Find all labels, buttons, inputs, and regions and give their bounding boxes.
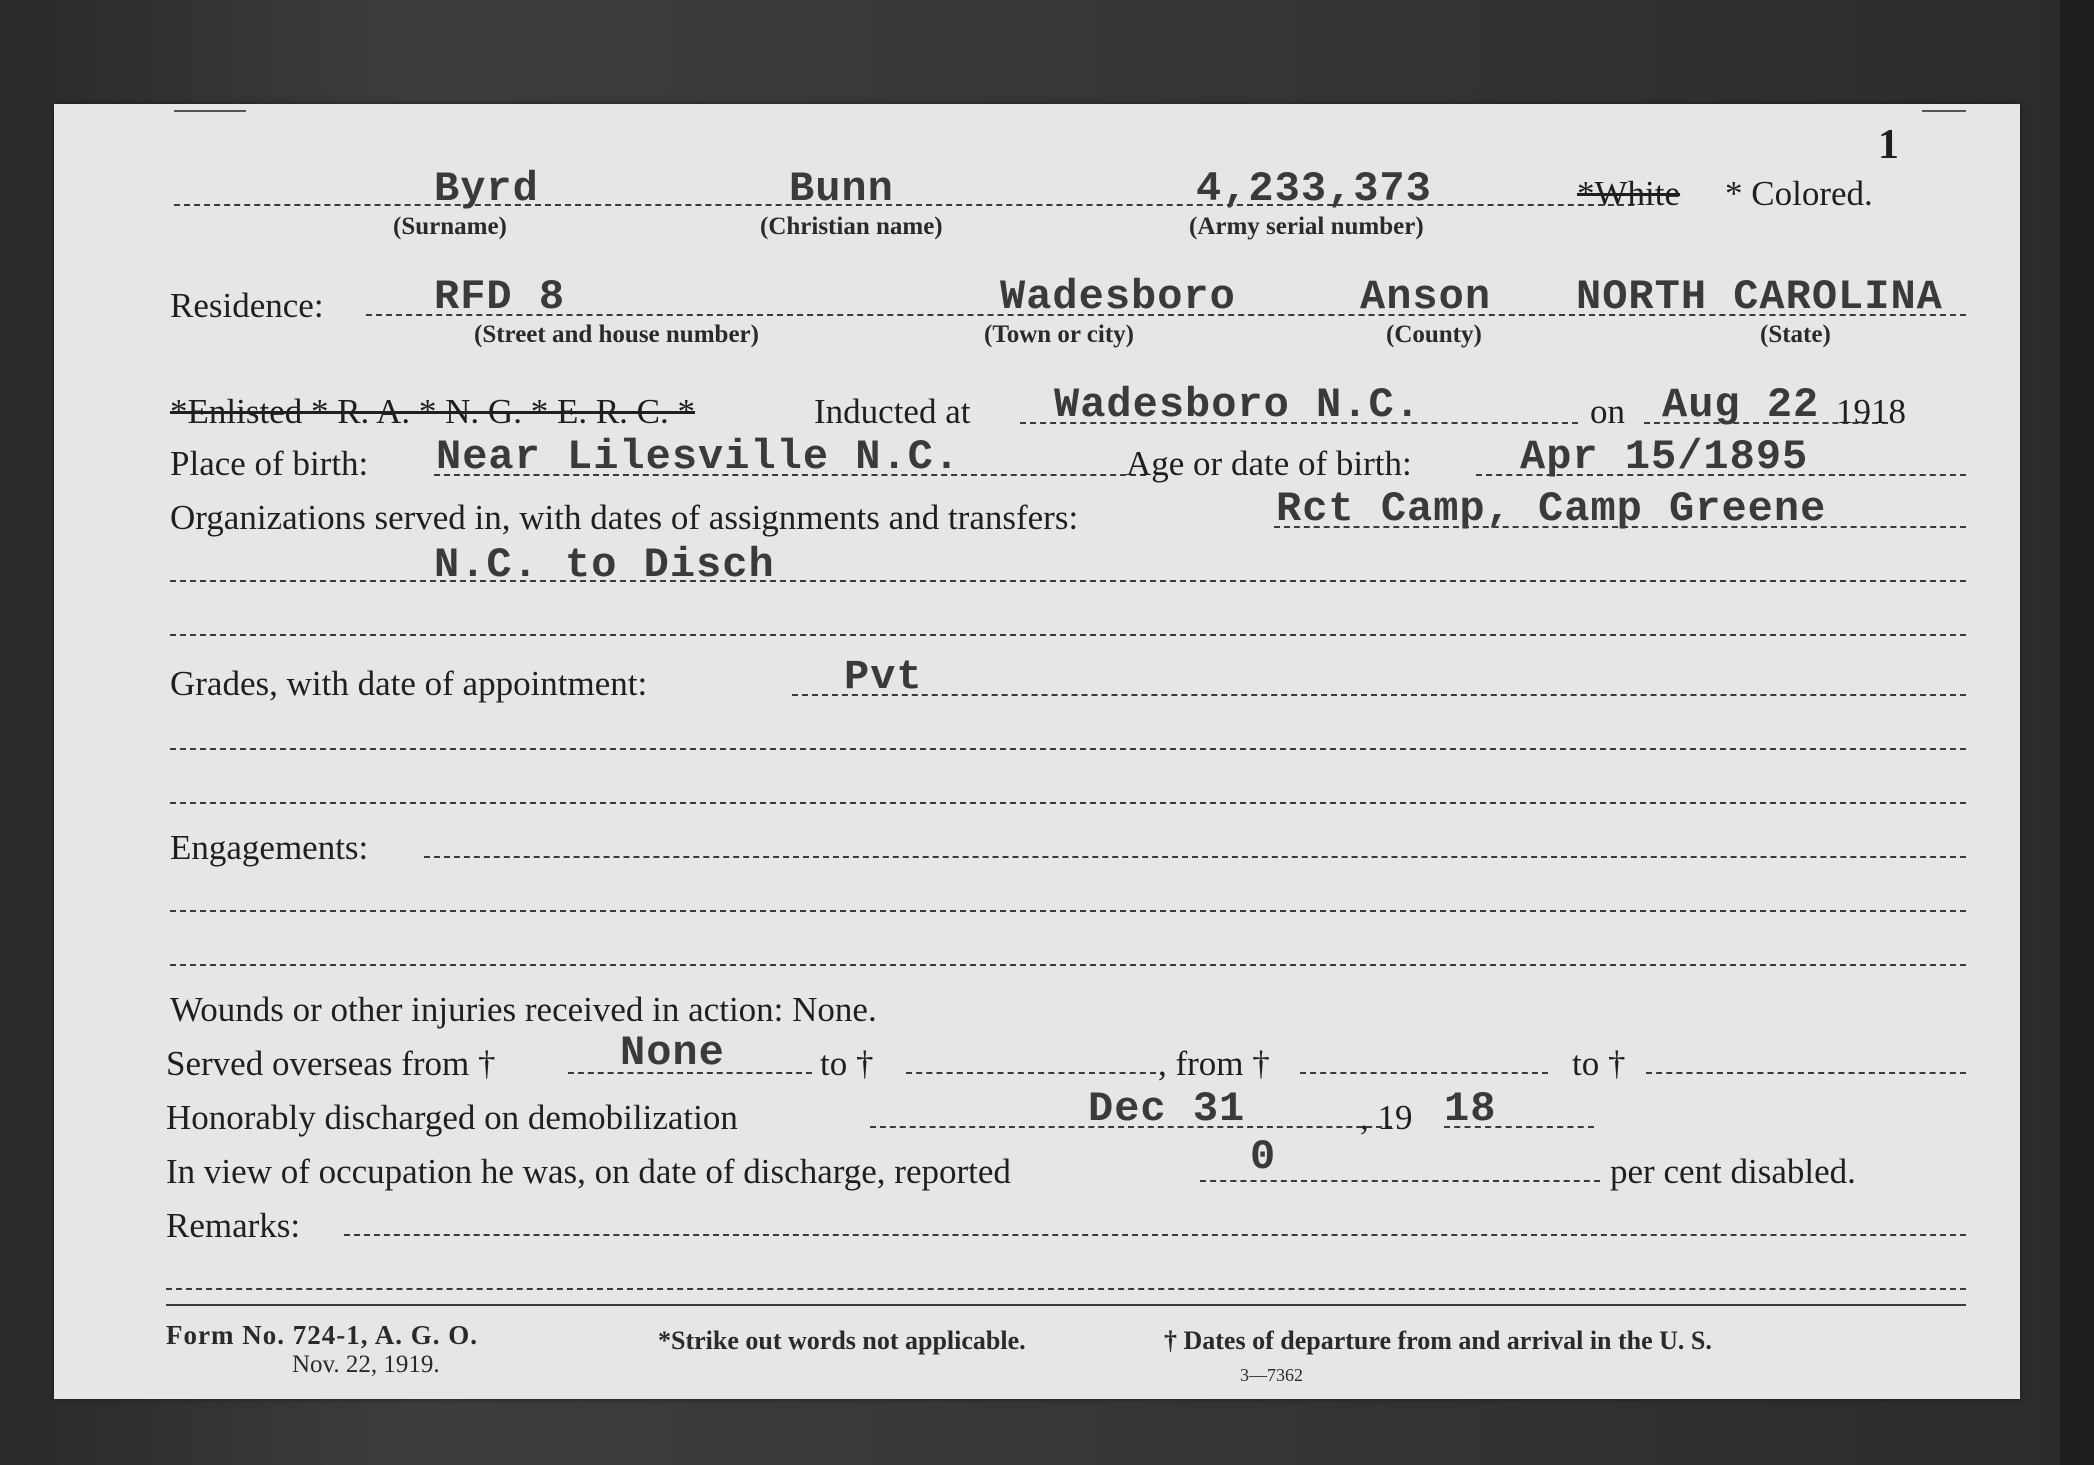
residence-county-caption: (County) [1386,321,1482,348]
enlistment-options-struck: *Enlisted * R. A. * N. G. * E. R. C. * [170,392,696,431]
engagements-label: Engagements: [170,828,369,867]
overseas-from-label: Served overseas from † [166,1044,496,1083]
grades-line-3 [170,802,1966,804]
residence-county: Anson [1360,273,1492,321]
disability-label: In view of occupation he was, on date of discharge, reported [166,1152,1011,1191]
organizations-line-3 [170,634,1966,636]
discharge-year-line [1444,1126,1594,1128]
footer-rule [166,1304,1966,1306]
overseas-from-line-2 [1300,1072,1548,1074]
christian-name-value: Bunn [789,165,894,213]
grades-value: Pvt [844,653,923,701]
card-page-number: 1 [1878,122,1899,168]
inducted-date: Aug 22 [1662,381,1820,429]
grades-label: Grades, with date of appointment: [170,664,648,703]
race-white-struck: *White [1577,174,1681,213]
overseas-to-label-1: to † [820,1044,874,1083]
remarks-line-1 [344,1234,1966,1236]
serial-number-value: 4,233,373 [1196,165,1432,213]
residence-state: NORTH CAROLINA [1576,273,1943,321]
overseas-to-line-1 [906,1072,1156,1074]
overseas-to-line-2 [1646,1072,1966,1074]
birth-date-label: Age or date of birth: [1126,444,1412,483]
grades-line-1 [792,694,1966,696]
residence-street-caption: (Street and house number) [474,321,759,348]
top-rule-left [174,110,246,112]
serial-number-caption: (Army serial number) [1189,213,1424,240]
inducted-on-label: on [1590,392,1625,431]
engagements-line-1 [424,856,1966,858]
overseas-from-label-2: , from † [1158,1044,1270,1083]
organizations-value-2: N.C. to Disch [434,541,775,589]
discharge-year-prefix: , 19 [1360,1098,1413,1137]
birth-date: Apr 15/1895 [1520,433,1809,481]
surname-value: Byrd [434,165,539,213]
residence-street: RFD 8 [434,273,566,321]
birth-place: Near Lilesville N.C. [436,433,961,481]
form-number: Form No. 724-1, A. G. O. [166,1320,478,1350]
background-edge [2060,0,2094,1465]
overseas-to-label-2: to † [1572,1044,1626,1083]
discharge-label: Honorably discharged on demobilization [166,1098,738,1137]
residence-town-caption: (Town or city) [984,321,1134,348]
strike-out-note: *Strike out words not applicable. [658,1326,1026,1355]
engagements-line-3 [170,964,1966,966]
race-colored: * Colored. [1725,174,1873,213]
remarks-line-2 [166,1288,1966,1290]
print-code: 3—7362 [1240,1365,1303,1385]
residence-label: Residence: [170,286,324,325]
inducted-place: Wadesboro N.C. [1054,381,1421,429]
inducted-year: 1918 [1836,392,1906,431]
organizations-value-1: Rct Camp, Camp Greene [1276,485,1827,533]
birth-place-label: Place of birth: [170,444,369,483]
organizations-label: Organizations served in, with dates of assignments and transfers: [170,498,1079,537]
christian-name-caption: (Christian name) [760,213,943,240]
residence-state-caption: (State) [1760,321,1831,348]
overseas-from-value: None [620,1029,725,1077]
top-rule-right [1922,110,1966,112]
form-date: Nov. 22, 1919. [292,1351,440,1378]
disability-suffix: per cent disabled. [1610,1152,1856,1191]
discharge-date: Dec 31 [1088,1085,1246,1133]
service-record-card [54,104,2020,1399]
engagements-line-2 [170,910,1966,912]
dates-note: † Dates of departure from and arrival in the U. S. [1164,1326,1712,1355]
wounds-label: Wounds or other injuries received in action: None. [170,990,877,1029]
grades-line-2 [170,748,1966,750]
disability-value: 0 [1250,1133,1277,1181]
inducted-label: Inducted at [814,392,971,431]
discharge-year: 18 [1444,1085,1497,1133]
residence-town: Wadesboro [1000,273,1236,321]
remarks-label: Remarks: [166,1206,301,1245]
surname-caption: (Surname) [393,213,507,240]
